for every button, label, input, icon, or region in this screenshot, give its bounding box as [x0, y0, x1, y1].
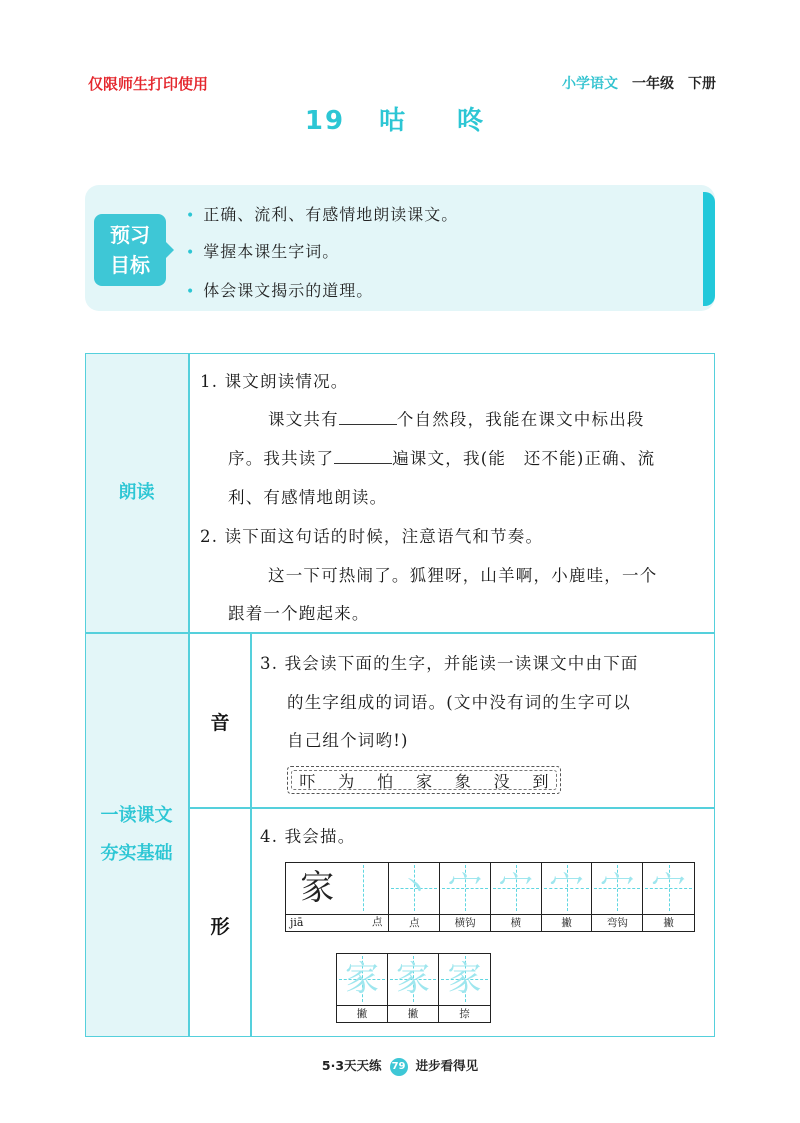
- title-char-1: 咕: [379, 106, 408, 136]
- table-divider: [188, 807, 715, 809]
- stroke-cell[interactable]: 宀 撇: [542, 863, 593, 931]
- q2-line2: 跟着一个跑起来。: [228, 604, 370, 623]
- goals-badge: [94, 214, 166, 286]
- subject-label: 小学语文: [562, 76, 618, 92]
- goal-item: • 正确、流利、有感情地朗读课文。: [186, 205, 459, 224]
- basics-label-line1: 一读课文: [100, 804, 173, 826]
- title-char-2: 咚: [457, 106, 486, 136]
- q2-line1: 这一下可热闹了。狐狸呀，山羊啊，小鹿哇，一个: [268, 566, 658, 585]
- footer-brand: 5·3天天练: [321, 1058, 382, 1073]
- stroke-label: 撇: [337, 1005, 387, 1023]
- vocab-char: 怕: [377, 771, 394, 791]
- vocab-char: 象: [454, 771, 471, 791]
- shape-label: 形: [210, 916, 230, 938]
- stroke-label: 点: [389, 914, 439, 932]
- vocab-char: 到: [532, 771, 549, 791]
- vocab-char: 吓: [299, 771, 316, 791]
- stroke-cell[interactable]: 家 捺: [439, 954, 490, 1022]
- q2-title: 2. 读下面这句话的时候，注意语气和节奏。: [200, 527, 544, 546]
- footer-slogan: 进步看得见: [415, 1058, 479, 1073]
- table-divider: [85, 632, 715, 634]
- stroke-label: 捺: [439, 1005, 490, 1023]
- page-number: 79: [390, 1058, 408, 1076]
- stroke-label: 撇: [542, 914, 592, 932]
- goals-accent-bar: [703, 192, 715, 306]
- table-divider: [250, 632, 252, 1037]
- vocab-char: 没: [493, 771, 510, 791]
- q3-line3: 自己组个词哟!): [287, 731, 409, 750]
- stroke-grid-row1: [285, 862, 695, 932]
- print-notice: 仅限师生打印使用: [88, 75, 209, 93]
- stroke-cell[interactable]: 家 撇: [388, 954, 439, 1022]
- bullet-icon: •: [186, 245, 196, 261]
- goals-badge-line2: 目标: [110, 253, 150, 277]
- stroke-cell[interactable]: 宀 弯钩: [592, 863, 643, 931]
- stroke-cell[interactable]: 宀 横钩: [440, 863, 491, 931]
- stroke-label: 横钩: [440, 914, 490, 932]
- sound-label: 音: [210, 712, 230, 734]
- lesson-title: [0, 100, 800, 137]
- stroke-cell[interactable]: 宀 撇: [643, 863, 694, 931]
- q3-line2: 的生字组成的词语。(文中没有词的生字可以: [287, 693, 631, 712]
- q1-line1: 课文共有 个自然段，我能在课文中标出段: [268, 410, 645, 429]
- goal-item: • 掌握本课生字词。: [186, 242, 340, 261]
- answer-blank[interactable]: [334, 449, 392, 464]
- stroke-label: 撇: [643, 914, 694, 932]
- bullet-icon: •: [186, 208, 196, 224]
- vocab-char: 为: [338, 771, 355, 791]
- vocab-char: 家: [415, 771, 432, 791]
- q1-line2: 序。我共读了 遍课文，我(能 还不能)正确、流: [228, 449, 656, 468]
- stroke-label: 横: [491, 914, 541, 932]
- vocab-char-strip: [287, 766, 561, 794]
- stroke-label: 点: [371, 916, 383, 928]
- main-char-cell: [286, 863, 389, 931]
- volume-label: 下册: [688, 76, 716, 92]
- main-pinyin: jiā: [290, 916, 304, 929]
- stroke-cell[interactable]: 丶 点: [389, 863, 440, 931]
- q1-line3: 利、有感情地朗读。: [228, 488, 388, 507]
- bullet-icon: •: [186, 284, 196, 300]
- stroke-label: 撇: [388, 1005, 438, 1023]
- stroke-cell[interactable]: 家 撇: [337, 954, 388, 1022]
- stroke-cell[interactable]: 宀 横: [491, 863, 542, 931]
- q1-title: 1. 课文朗读情况。: [200, 372, 349, 391]
- stroke-label: 弯钩: [592, 914, 642, 932]
- basics-label-line2: 夯实基础: [100, 842, 173, 864]
- goals-badge-line1: 预习: [110, 223, 150, 247]
- q3-line1: 3. 我会读下面的生字，并能读一读课文中由下面: [260, 654, 639, 673]
- q4-title: 4. 我会描。: [260, 827, 356, 846]
- goal-item: • 体会课文揭示的道理。: [186, 281, 374, 300]
- grade-label: 一年级: [632, 76, 674, 92]
- stroke-grid-row2: [336, 953, 491, 1023]
- main-char: 家: [300, 868, 335, 908]
- reading-label-cell: 朗读: [85, 354, 188, 632]
- lesson-number: 19: [304, 106, 346, 136]
- book-info: [562, 73, 716, 93]
- page-footer: [0, 1056, 800, 1076]
- answer-blank[interactable]: [339, 410, 397, 425]
